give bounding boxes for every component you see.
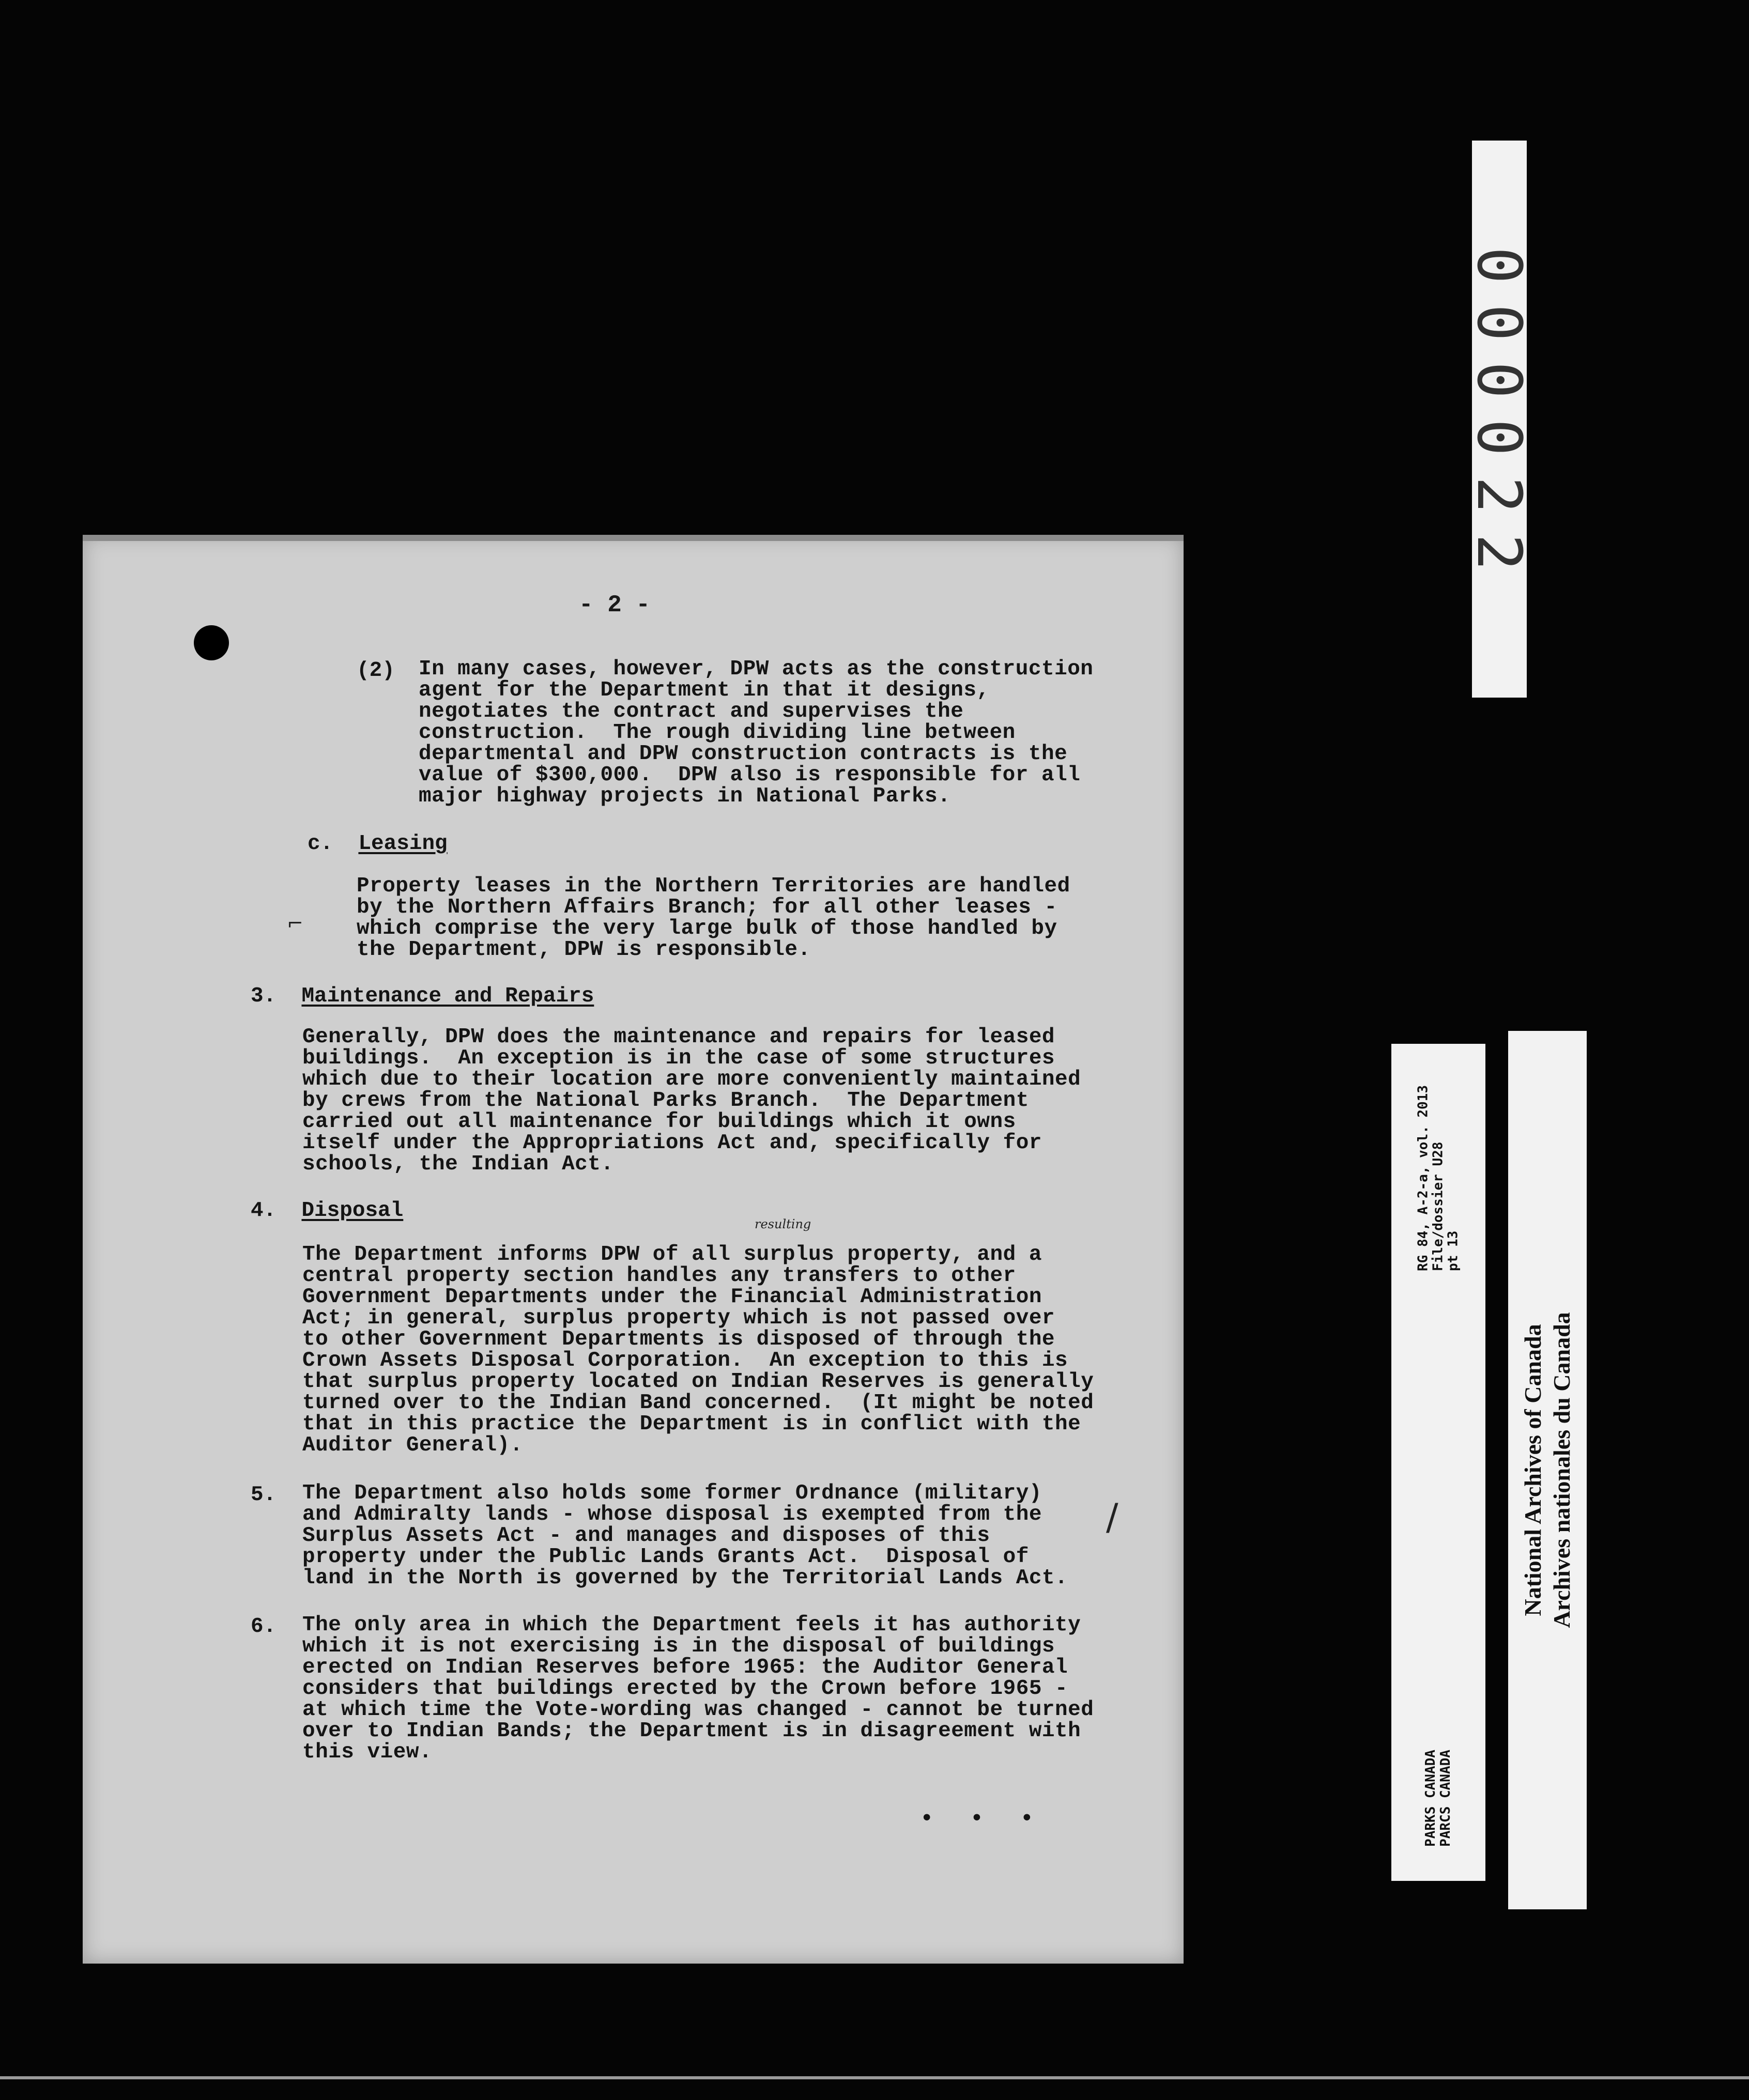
text-line: at which time the Vote-wording was changed - cannot be turned xyxy=(302,1698,1094,1722)
text-line: which due to their location are more conveniently maintained xyxy=(302,1068,1081,1091)
text-line: The Department informs DPW of all surplus property, and a xyxy=(302,1243,1042,1267)
section-6-text xyxy=(302,1615,1094,1763)
text-line: the Department, DPW is responsible. xyxy=(357,938,811,962)
text-line: which comprise the very large bulk of those handled by xyxy=(357,917,1057,940)
text-line: turned over to the Indian Band concerned. (It might be noted xyxy=(302,1391,1094,1415)
text-line: buildings. An exception is in the case of some structures xyxy=(302,1046,1055,1070)
continuation-dots: • • • xyxy=(920,1806,1046,1832)
text-line: Act; in general, surplus property which is not passed over xyxy=(302,1306,1055,1330)
text-line: The Department also holds some former Ordnance (military) xyxy=(302,1481,1042,1505)
section-3-marker: 3. xyxy=(251,984,277,1008)
text-line: which it is not exercising is in the disposal of buildings xyxy=(302,1634,1055,1658)
text-line: that in this practice the Department is in conflict with the xyxy=(302,1412,1081,1436)
text-line: over to Indian Bands; the Department is in disagreement with xyxy=(302,1719,1081,1743)
section-c-text xyxy=(357,876,1070,961)
section-6-marker: 6. xyxy=(251,1615,277,1639)
handwritten-insertion: resulting xyxy=(755,1217,811,1231)
text-line: construction. The rough dividing line between xyxy=(419,721,1016,745)
text-line: property under the Public Lands Grants Act. Disposal of xyxy=(302,1545,1029,1569)
scanner-frame-edge xyxy=(0,2076,1749,2079)
section-4-text xyxy=(302,1244,1094,1456)
section-c-title: Leasing xyxy=(358,832,448,856)
text-line: major highway projects in National Parks. xyxy=(419,784,951,808)
text-line: agent for the Department in that it designs, xyxy=(419,678,990,702)
text-line: schools, the Indian Act. xyxy=(302,1152,614,1176)
text-line: that surplus property located on Indian Reserves is generally xyxy=(302,1370,1094,1394)
frame-number-strip xyxy=(1464,141,1535,698)
item-2-text xyxy=(419,659,1093,807)
text-line: Crown Assets Disposal Corporation. An exception to this is xyxy=(302,1349,1068,1372)
text-line: Auditor General). xyxy=(302,1433,523,1457)
text-line: by the Northern Affairs Branch; for all other leases - xyxy=(357,895,1057,919)
text-line: The only area in which the Department feels it has authority xyxy=(302,1613,1081,1637)
item-2-marker: (2) xyxy=(357,659,395,683)
section-c-heading xyxy=(308,832,448,856)
document-page xyxy=(83,535,1184,1964)
text-line: this view. xyxy=(302,1740,433,1764)
archive-reference-label xyxy=(1391,1044,1485,1881)
text-line: to other Government Departments is disposed of through the xyxy=(302,1327,1055,1351)
section-4-title: Disposal xyxy=(301,1199,404,1223)
text-line: itself under the Appropriations Act and, specifically for xyxy=(302,1131,1042,1155)
text-line: by crews from the National Parks Branch. The Department xyxy=(302,1089,1029,1113)
section-3-heading xyxy=(251,984,594,1008)
institution-label xyxy=(1508,1031,1587,1909)
text-line: erected on Indian Reserves before 1965: the Auditor General xyxy=(302,1656,1068,1679)
institution-name: National Archives of Canada Archives nationales du Canada xyxy=(1520,1312,1575,1628)
page-top-edge xyxy=(83,535,1184,541)
section-4-heading xyxy=(251,1199,403,1223)
text-line: departmental and DPW construction contracts is the xyxy=(419,742,1068,766)
margin-slash-mark: / xyxy=(1106,1496,1118,1538)
text-line: and Admiralty lands - whose disposal is exempted from the xyxy=(302,1503,1042,1526)
text-line: Generally, DPW does the maintenance and repairs for leased xyxy=(302,1025,1055,1049)
text-line: considers that buildings erected by the Crown before 1965 - xyxy=(302,1677,1068,1701)
text-line: Property leases in the Northern Territories are handled xyxy=(357,874,1070,898)
text-line: land in the North is governed by the Territorial Lands Act. xyxy=(302,1566,1068,1590)
punch-hole xyxy=(194,625,229,660)
section-5-text xyxy=(302,1483,1068,1589)
text-line: value of $300,000. DPW also is responsible for all xyxy=(419,763,1081,787)
text-line: In many cases, however, DPW acts as the construction xyxy=(419,657,1094,681)
text-line: Government Departments under the Financial Administration xyxy=(302,1285,1042,1309)
section-3-text xyxy=(302,1027,1081,1175)
text-line: Surplus Assets Act - and manages and disposes of this xyxy=(302,1524,990,1548)
frame-number: 000022 xyxy=(1464,246,1535,592)
agency-name-text: PARKS CANADA PARCS CANADA xyxy=(1423,1750,1453,1847)
archive-reference-text: RG 84, A-2-a, vol. 2013 File/dossier U28 pt 13 xyxy=(1415,1085,1461,1272)
section-c-marker: c. xyxy=(308,832,333,856)
page-number: - 2 - xyxy=(579,592,651,619)
section-5-marker: 5. xyxy=(251,1483,277,1507)
margin-tick-mark: ⌐ xyxy=(287,912,303,935)
text-line: carried out all maintenance for buildings which it owns xyxy=(302,1110,1016,1134)
section-4-marker: 4. xyxy=(251,1199,277,1223)
text-line: central property section handles any transfers to other xyxy=(302,1264,1016,1288)
section-3-title: Maintenance and Repairs xyxy=(301,984,594,1008)
text-line: negotiates the contract and supervises the xyxy=(419,700,964,723)
